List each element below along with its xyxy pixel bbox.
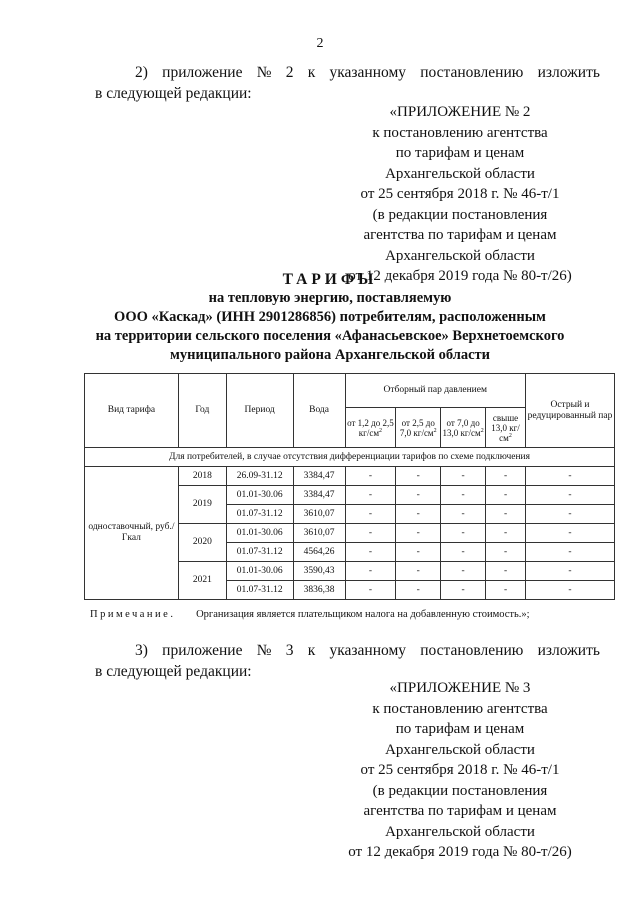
dash-cell: - xyxy=(396,486,441,505)
dash-cell: - xyxy=(396,562,441,581)
period-cell: 01.01-30.06 xyxy=(226,524,293,543)
word: к xyxy=(307,64,316,81)
note-label: Примечание. xyxy=(90,609,176,620)
word: к xyxy=(307,642,316,659)
note xyxy=(90,609,620,620)
water-cell: 3610,07 xyxy=(293,505,345,524)
header-steam: Отборный пар давлением xyxy=(345,374,526,408)
dash-cell: - xyxy=(396,467,441,486)
appendix-line: от 12 декабря 2019 года № 80-т/26) xyxy=(348,844,572,860)
water-cell: 3384,47 xyxy=(293,486,345,505)
period-cell: 01.01-30.06 xyxy=(226,562,293,581)
header-pressure-2: от 2,5 до 7,0 $кг/см^2$ xyxy=(396,408,441,448)
water-cell: 3836,38 xyxy=(293,581,345,600)
appendix-line: по тарифам и ценам xyxy=(395,145,525,161)
section-row: Для потребителей, в случае отсутствия дифференциации тарифов по схеме подключения xyxy=(85,448,615,467)
dash-cell: - xyxy=(526,524,615,543)
word: изложить xyxy=(537,64,600,81)
paragraph-2 xyxy=(95,62,600,104)
water-cell: 3384,47 xyxy=(293,467,345,486)
dash-cell: - xyxy=(486,467,526,486)
dash-cell: - xyxy=(396,524,441,543)
paragraph-3-line-1 xyxy=(95,640,600,661)
dash-cell: - xyxy=(441,524,486,543)
tariff-title xyxy=(60,270,600,365)
appendix-line: Архангельской области xyxy=(385,823,535,840)
water-cell: 3610,07 xyxy=(293,524,345,543)
appendix-line: от 25 сентября 2018 г. № 46-т/1 xyxy=(360,186,560,202)
appendix-line: к постановлению агентства xyxy=(372,700,548,717)
period-cell: 01.07-31.12 xyxy=(226,505,293,524)
word: указанному xyxy=(329,64,406,81)
dash-cell: - xyxy=(486,543,526,562)
dash-cell: - xyxy=(486,524,526,543)
dash-cell: - xyxy=(345,505,396,524)
title-line: на территории сельского поселения «Афанасьевское» Верхнетоемского xyxy=(95,328,565,344)
dash-cell: - xyxy=(486,581,526,600)
appendix-line: по тарифам и ценам xyxy=(395,721,525,737)
appendix-line: «ПРИЛОЖЕНИЕ № 2 xyxy=(389,104,531,120)
paragraph-2-line-2: в следующей редакции: xyxy=(95,85,252,102)
dash-cell: - xyxy=(441,581,486,600)
paragraph-3 xyxy=(95,640,600,682)
dash-cell: - xyxy=(441,543,486,562)
dash-cell: - xyxy=(345,524,396,543)
appendix-line: Архангельской области xyxy=(385,165,535,182)
water-cell: 3590,43 xyxy=(293,562,345,581)
dash-cell: - xyxy=(486,562,526,581)
word: № xyxy=(256,642,272,659)
appendix-line: к постановлению агентства xyxy=(372,124,548,141)
dash-cell: - xyxy=(345,543,396,562)
header-tariff-type: Вид тарифа xyxy=(85,374,179,448)
dash-cell: - xyxy=(396,581,441,600)
word: указанному xyxy=(329,642,406,659)
dash-cell: - xyxy=(526,486,615,505)
appendix-line: (в редакции постановления xyxy=(372,782,548,799)
dash-cell: - xyxy=(441,505,486,524)
word: приложение xyxy=(162,64,243,81)
dash-cell: - xyxy=(396,543,441,562)
dash-cell: - xyxy=(441,486,486,505)
title-line: на тепловую энергию, поставляемую xyxy=(208,290,452,306)
tariff-table xyxy=(84,373,615,600)
word: постановлению xyxy=(420,642,524,659)
title-line: муниципального района Архангельской области xyxy=(169,347,491,363)
table-row xyxy=(85,467,615,486)
appendix-line: от 12 декабря 2019 года № 80-т/26) xyxy=(348,268,572,284)
header-sharp-steam: Острый и редуцированный пар xyxy=(526,374,615,448)
word: 2 xyxy=(285,64,294,81)
year-cell: 2018 xyxy=(178,467,226,486)
appendix-line: от 25 сентября 2018 г. № 46-т/1 xyxy=(360,762,560,778)
period-cell: 01.07-31.12 xyxy=(226,581,293,600)
year-cell: 2020 xyxy=(178,524,226,562)
header-pressure-3: от 7,0 до 13,0 $кг/см^2$ xyxy=(441,408,486,448)
appendix-line: «ПРИЛОЖЕНИЕ № 3 xyxy=(389,680,531,696)
appendix-line: агентства по тарифам и ценам xyxy=(363,803,557,819)
paragraph-3-line-2: в следующей редакции: xyxy=(95,663,252,680)
appendix-line: агентства по тарифам и ценам xyxy=(363,227,557,243)
title-line: ООО «Каскад» (ИНН 2901286856) потребителям, расположенным xyxy=(114,309,546,325)
note-text: Организация является плательщиком налога на добавленную стоимость.»; xyxy=(196,609,530,620)
word: постановлению xyxy=(420,64,524,81)
title-heading: ТАРИФЫ xyxy=(282,271,378,288)
period-cell: 01.01-30.06 xyxy=(226,486,293,505)
appendix-line: Архангельской области xyxy=(385,247,535,264)
header-water: Вода xyxy=(293,374,345,448)
dash-cell: - xyxy=(526,562,615,581)
dash-cell: - xyxy=(345,562,396,581)
dash-cell: - xyxy=(526,505,615,524)
header-pressure-1: от 1,2 до 2,5 $кг/см^2$ xyxy=(345,408,396,448)
dash-cell: - xyxy=(441,562,486,581)
dash-cell: - xyxy=(345,486,396,505)
dash-cell: - xyxy=(396,505,441,524)
dash-cell: - xyxy=(345,467,396,486)
word: № xyxy=(256,64,272,81)
period-cell: 01.07-31.12 xyxy=(226,543,293,562)
dash-cell: - xyxy=(345,581,396,600)
header-period: Период xyxy=(226,374,293,448)
word: 3) xyxy=(135,642,148,659)
dash-cell: - xyxy=(526,467,615,486)
header-year: Год xyxy=(178,374,226,448)
year-cell: 2019 xyxy=(178,486,226,524)
dash-cell: - xyxy=(526,543,615,562)
year-cell: 2021 xyxy=(178,562,226,600)
appendix-line: Архангельской области xyxy=(385,741,535,758)
word: 3 xyxy=(285,642,294,659)
water-cell: 4564,26 xyxy=(293,543,345,562)
word: 2) xyxy=(135,64,148,81)
dash-cell: - xyxy=(441,467,486,486)
page-number: 2 xyxy=(316,36,324,51)
dash-cell: - xyxy=(486,486,526,505)
period-cell: 26.09-31.12 xyxy=(226,467,293,486)
dash-cell: - xyxy=(486,505,526,524)
appendix-line: (в редакции постановления xyxy=(372,206,548,223)
appendix-3-header xyxy=(330,678,590,863)
paragraph-2-line-1 xyxy=(95,62,600,83)
tariff-type-cell: одноставочный, руб./Гкал xyxy=(85,467,179,600)
dash-cell: - xyxy=(526,581,615,600)
word: приложение xyxy=(162,642,243,659)
header-pressure-4: свыше 13,0 $кг/см^2$ xyxy=(486,408,526,448)
word: изложить xyxy=(537,642,600,659)
appendix-2-header xyxy=(330,102,590,287)
